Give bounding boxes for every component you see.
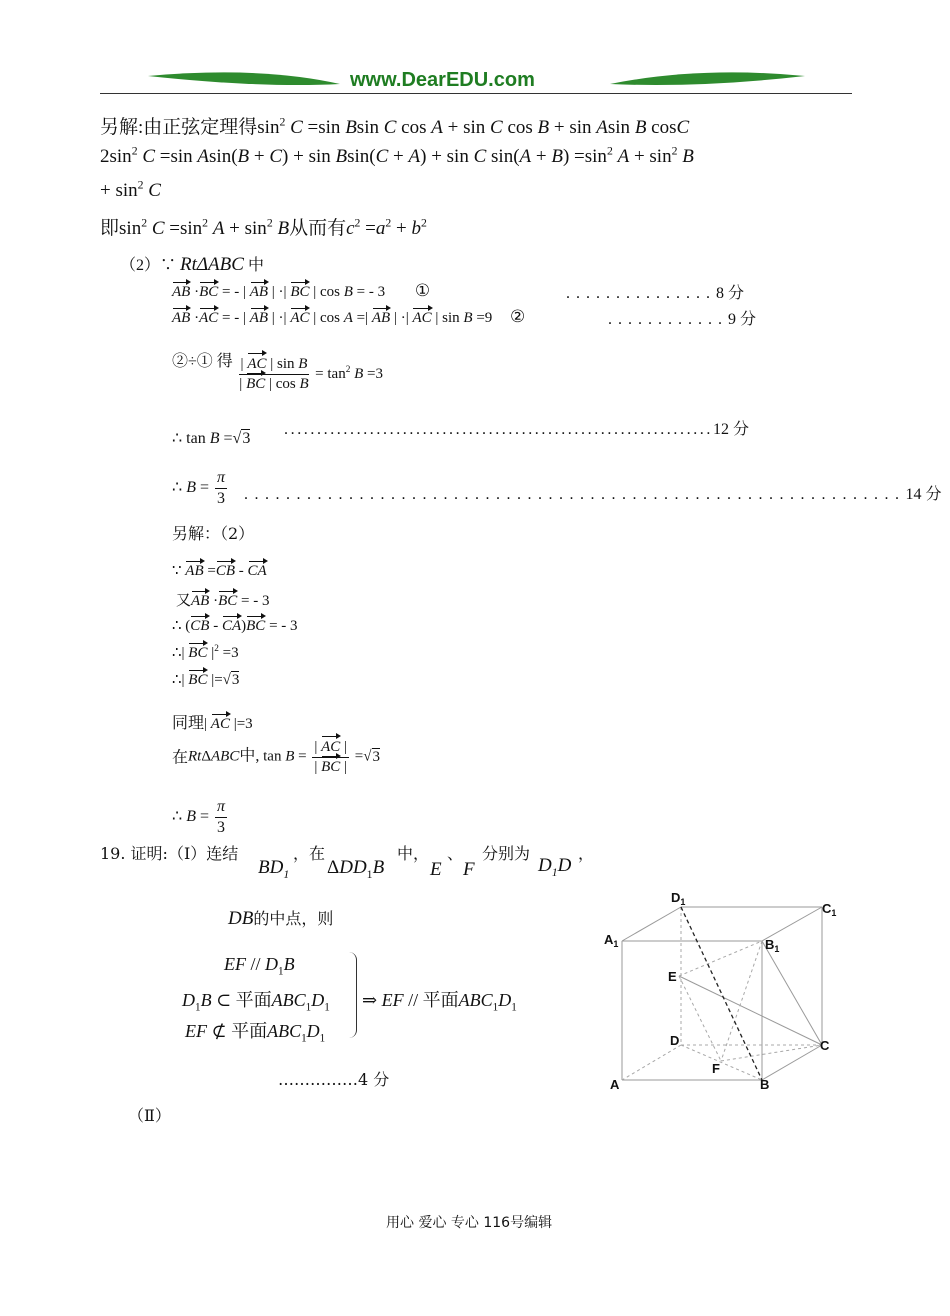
q19-cond2: $D_1B$ ⊂ 平面$ABC_1D_1$ bbox=[182, 990, 330, 1014]
part2-division: ②÷① 得 $\frac{\text{| AC | sin B}}{\text{| BC | cos B}}$ = $\tan^2 B =3$ bbox=[172, 353, 384, 393]
part2-eq1: AB ·BC = - | AB | ·| BC | cos B = - 3 ① bbox=[172, 281, 431, 300]
alt2-line1: ∵ AB =CB - CA bbox=[172, 563, 267, 579]
q19-zhong: 中， bbox=[397, 844, 430, 863]
q19-line1: 19. 证明:（Ⅰ）连结 bbox=[100, 844, 239, 863]
q19-triangle: $\Delta DD_1B$ bbox=[327, 857, 385, 881]
label-D1: $D_1$ bbox=[671, 890, 686, 907]
label-D: D bbox=[670, 1033, 680, 1048]
label-A: A bbox=[610, 1077, 620, 1092]
q19-cond3: EF ⊄ 平面$ABC_1D_1$ bbox=[185, 1021, 326, 1045]
q19-D1D: $D_1D$ bbox=[538, 855, 572, 879]
alt1-line4: 即$\sin^2 C =\sin^2$ $A + \sin^2 B$从而有$c^2 =a^2 + b^2$ bbox=[100, 216, 427, 239]
label-B: B bbox=[760, 1077, 770, 1092]
label-C1: $C_1$ bbox=[822, 901, 837, 918]
q19-dun: 、 bbox=[447, 844, 464, 863]
alt2-line7: 在RtΔABC中, tan B = $\frac{| AC |}{| BC |}$ =√3 bbox=[172, 739, 380, 775]
alt2-line2: 又AB ·BC = - 3 bbox=[176, 593, 270, 609]
alt2-line5: ∴| BC |=√3 bbox=[172, 672, 240, 688]
header-rule bbox=[100, 93, 852, 94]
page-footer: 用心 爱心 专心 116号编辑 bbox=[386, 1215, 553, 1231]
alt1-line3: + $\sin^2 C$ bbox=[100, 178, 161, 201]
q19-part-ii: （Ⅱ） bbox=[128, 1106, 171, 1125]
q19-comma: ， bbox=[578, 844, 595, 863]
site-logo: www.DearEDU.com bbox=[350, 69, 535, 91]
label-E: E bbox=[668, 969, 677, 984]
q19-zai: ，在 bbox=[293, 844, 326, 863]
q19-F: F bbox=[463, 859, 475, 880]
q19-score: ……………4 分 bbox=[278, 1070, 390, 1089]
alt1-line1: 另解:由正弦定理得$\sin^2 C =\sin$ Bsin C cos A + sin C cos B + sin Asin B cosC bbox=[100, 115, 690, 138]
q19-BD1: $BD_1$ bbox=[258, 857, 290, 881]
label-B1: $B_1$ bbox=[765, 937, 780, 954]
q19-conclusion: ⇒ EF // 平面$ABC_1D_1$ bbox=[362, 990, 517, 1014]
cube-figure bbox=[600, 886, 850, 1096]
part2-B: ∴ B = $\frac{\pi}{3}$ bbox=[172, 469, 226, 507]
part2-tanB: ∴ tan B =√3 bbox=[172, 430, 251, 447]
alt2-line6: 同理| AC |=3 bbox=[172, 715, 253, 732]
q19-brace bbox=[346, 952, 357, 1038]
dots-score-9: ............9 分 bbox=[608, 311, 757, 328]
part2-header: （2）∵ RtΔABC 中 bbox=[120, 254, 264, 275]
label-F: F bbox=[712, 1061, 720, 1076]
q19-cond1: EF // $D_1B$ bbox=[224, 954, 295, 978]
dots-score-8: ...............8 分 bbox=[566, 285, 745, 302]
alt2-line4: ∴| BC $|^2 =3$ bbox=[172, 644, 239, 661]
alt2-header: 另解：（2） bbox=[172, 524, 255, 543]
alt1-line2: $2\sin^2$ C =sin Asin(B + C) + sin Bsin(C + A) + sin C $\sin(A + B) =\sin^2$ $A + \sin^2 B$ bbox=[100, 144, 694, 167]
dots-score-12: .................................................................12 分 bbox=[284, 421, 750, 438]
alt2-line3: ∴ (CB - CA)BC = - 3 bbox=[172, 618, 298, 634]
q19-fenbie: 分别为 bbox=[482, 844, 531, 863]
part2-eq2: AB ·AC = - | AB | ·| AC | cos A =| AB | ·| AC | sin B =9 ② bbox=[172, 307, 526, 326]
label-C: C bbox=[820, 1038, 830, 1053]
label-A1: $A_1$ bbox=[604, 932, 619, 949]
q19-line2: DB的中点，则 bbox=[228, 908, 334, 929]
dots-score-14: ...............................................................14 分 bbox=[244, 486, 942, 503]
alt2-line8: ∴ B = $\frac{\pi}{3}$ bbox=[172, 798, 226, 836]
q19-E: E bbox=[430, 859, 442, 880]
